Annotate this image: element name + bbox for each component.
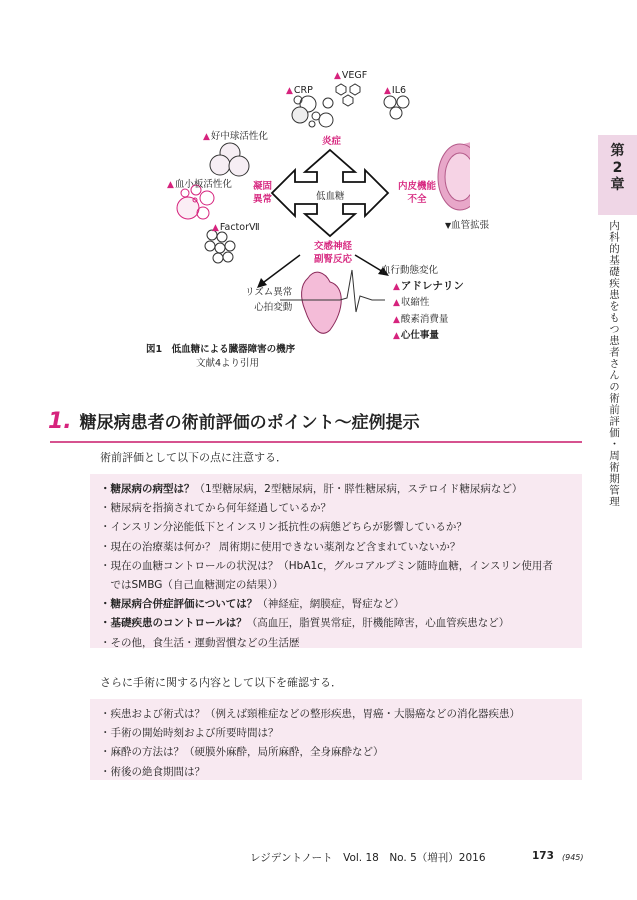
item-text: （神経症，網膜症，腎症など）	[257, 598, 405, 611]
item-text: ・その他，食生活・運動習慣などの生活歴	[100, 636, 300, 649]
original-page-number: (945)	[562, 853, 584, 862]
label-inflammation: 炎症	[322, 136, 342, 147]
label-text: 収縮性	[400, 297, 430, 308]
checklist-item	[100, 538, 582, 557]
label-text: 心拍変動	[254, 302, 293, 313]
down-arrow-icon: ▼	[445, 221, 452, 230]
intro-paragraph-1: 術前評価として以下の点に注意する．	[100, 451, 287, 464]
checklist-item	[100, 634, 582, 653]
checklist-box-1	[90, 474, 582, 648]
up-arrow-icon: ▲	[167, 180, 174, 190]
item-emphasis: ・基礎疾患のコントロールは？	[100, 617, 247, 630]
label-text: 血管拡張	[451, 220, 490, 231]
label-adrenaline	[381, 279, 464, 296]
il6-molecule-icon	[384, 96, 409, 119]
up-arrow-icon: ▲	[212, 223, 219, 233]
checklist-item	[100, 595, 582, 614]
up-arrow-icon: ▲	[393, 281, 400, 292]
item-text: ・糖尿病を指摘されてから何年経過しているか？	[100, 502, 331, 515]
label-factor	[212, 222, 260, 233]
label-coagulation	[253, 180, 272, 206]
neutrophil-cells-icon	[210, 143, 249, 176]
label-sympathetic	[314, 240, 352, 266]
label-text: CRP	[293, 85, 313, 96]
up-arrow-icon: ▲	[393, 331, 400, 341]
intro-paragraph-2: さらに手術に関する内容として以下を確認する．	[100, 676, 342, 689]
item-text: （1型糖尿病，2型糖尿病，肝・膵性糖尿病，ステロイド糖尿病など）	[194, 483, 523, 495]
label-vasodilation	[445, 217, 489, 231]
checklist-item	[100, 557, 582, 576]
section-number: 1.	[48, 409, 72, 434]
checklist-item	[100, 614, 582, 633]
up-arrow-icon: ▲	[393, 314, 400, 325]
arrow-left	[260, 255, 300, 285]
label-text: 異常	[253, 194, 273, 205]
item-text: ・現在の治療薬は何か？ 周術期に使用できない薬剤など含まれていないか？	[100, 540, 461, 553]
section-heading	[48, 408, 420, 434]
label-text: 凝固	[253, 181, 273, 192]
up-arrow-icon: ▲	[286, 86, 293, 96]
label-platelet	[167, 176, 232, 190]
hemodynamic-list	[381, 263, 464, 345]
chapter-tab	[598, 135, 637, 215]
chapter-title: 内科的基礎疾患をもつ患者さんの術前評価・周術期管理	[608, 220, 620, 508]
label-hemodynamic: 血行動態変化	[381, 265, 439, 276]
up-arrow-icon: ▲	[393, 298, 400, 308]
page-number: 173	[532, 850, 554, 862]
label-vegf	[334, 70, 367, 81]
label-text: リズム異常	[245, 287, 293, 298]
checklist-item	[100, 480, 582, 499]
checklist-item: ・疾患および術式は？（例えば頸椎症などの整形疾患，胃癌・大腸癌などの消化器疾患）	[100, 708, 520, 720]
label-rhythm	[245, 285, 292, 315]
label-text: 血小板活性化	[174, 179, 232, 190]
label-contractility	[381, 295, 464, 312]
platelet-cells-icon	[177, 185, 214, 219]
label-endothelial	[398, 180, 436, 206]
label-hypoglycemia: 低血糖	[316, 191, 345, 202]
heart-icon	[302, 272, 342, 333]
item-emphasis: ・糖尿病合併症評価については？	[100, 598, 258, 611]
item-text: ではSMBG（自己血糖測定の結果））	[100, 579, 284, 592]
crp-cells-icon	[292, 96, 333, 127]
figure-caption: 図1 低血糖による臓器障害の機序	[146, 344, 296, 355]
label-oxygen	[381, 312, 464, 329]
blood-vessel-icon	[438, 138, 470, 210]
checklist-item	[100, 499, 582, 518]
checklist-item	[100, 518, 582, 537]
item-text: （高血圧，脂質異常症，肝機能障害，心血管疾患など）	[246, 617, 510, 630]
checklist-box-2	[90, 699, 582, 780]
item-text: ・インスリン分泌能低下とインスリン抵抗性の病態どちらが影響しているか？	[100, 521, 467, 534]
label-text: IL6	[391, 85, 407, 96]
section-title: 糖尿病患者の術前評価のポイント〜症例提示	[79, 413, 420, 433]
label-il6	[384, 85, 406, 96]
up-arrow-icon: ▲	[334, 71, 341, 81]
label-crp	[286, 85, 313, 96]
footer-journal: レジデントノート Vol. 18 No. 5（増刊）2016	[250, 852, 486, 864]
checklist-item: ・手術の開始時刻および所要時間は？	[100, 727, 279, 740]
label-text: VEGF	[341, 70, 368, 81]
checklist-item: ・麻酔の方法は？（硬膜外麻酔，局所麻酔，全身麻酔など）	[100, 746, 384, 759]
label-workload	[381, 328, 464, 345]
checklist-item: ・術後の絶食期間は？	[100, 765, 205, 778]
checklist-item	[100, 576, 582, 595]
up-arrow-icon: ▲	[384, 86, 391, 96]
figure-source: 文献4より引用	[196, 358, 260, 369]
chapter-label	[598, 135, 637, 194]
label-text: 好中球活性化	[210, 131, 268, 142]
label-text: 交感神経	[314, 241, 353, 252]
label-text: 心仕事量	[400, 330, 439, 341]
label-text: 内皮機能	[398, 181, 437, 192]
vegf-molecule-icon	[336, 84, 360, 106]
label-text: FactorⅦ	[219, 222, 260, 233]
up-arrow-icon: ▲	[203, 132, 210, 142]
factor-cells-icon	[205, 230, 235, 263]
label-text: アドレナリン	[400, 279, 464, 292]
heading-rule	[50, 441, 582, 443]
item-text: ・現在の血糖コントロールの状況は？（HbA1c，グルコアルブミン随時血糖，インスリン使用者	[100, 559, 553, 572]
label-neutrophil	[203, 128, 268, 142]
item-emphasis: ・糖尿病の病型は？	[100, 483, 195, 495]
label-text: 酸素消費量	[400, 313, 449, 325]
chapter-label-text: 第2章	[610, 143, 625, 193]
label-text: 不全	[407, 194, 427, 205]
label-text: 副腎反応	[314, 254, 353, 265]
